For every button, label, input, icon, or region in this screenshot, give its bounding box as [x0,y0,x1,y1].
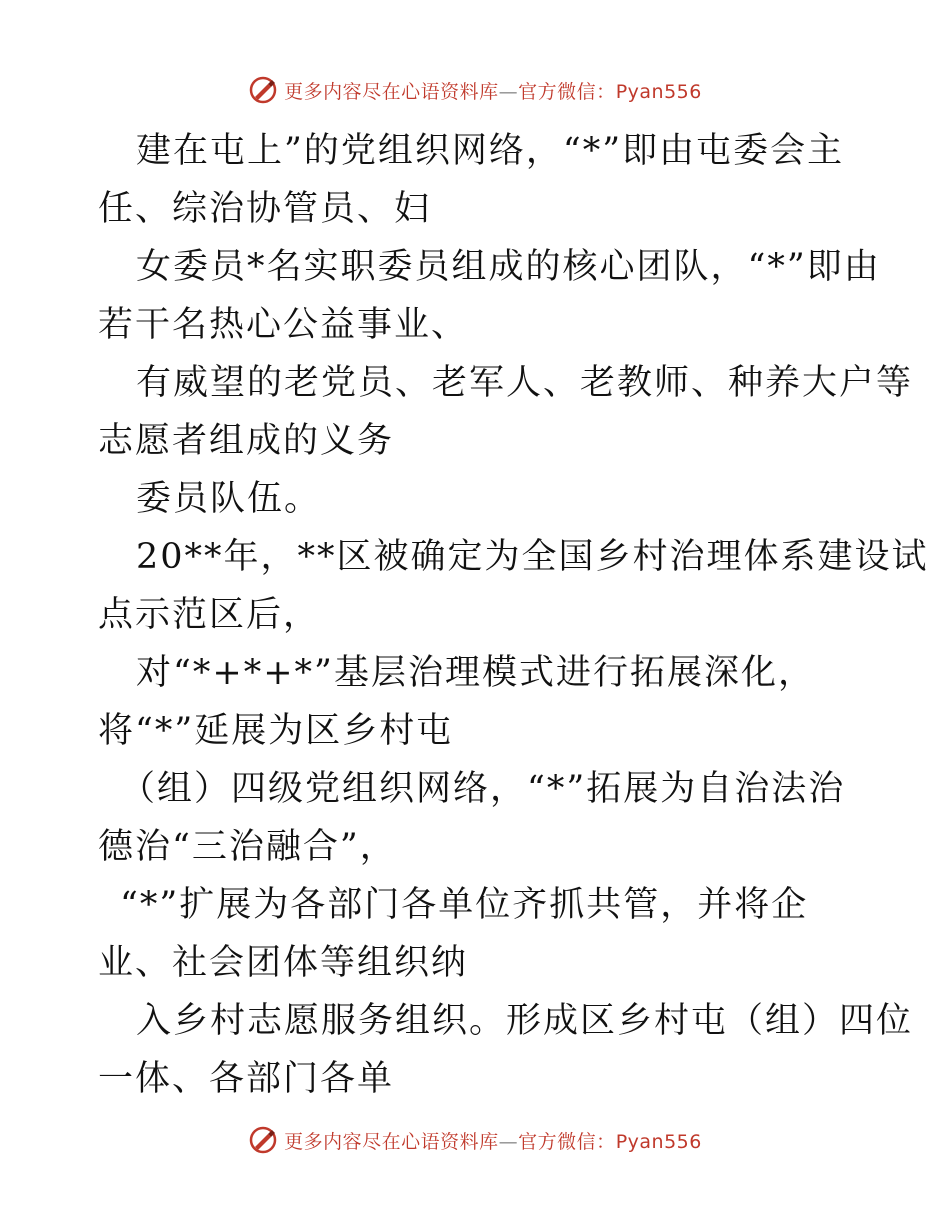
header-watermark [0,70,950,110]
watermark-text [284,1127,702,1154]
text-line: 对“*+*+*”基层治理模式进行拓展深化， [136,653,815,693]
pen-logo-icon [248,75,278,105]
pen-logo-icon [248,1125,278,1155]
watermark-separator: — [498,1130,519,1153]
watermark-text [284,77,702,104]
watermark-main: 更多内容尽在心语资料库 [284,80,499,103]
text-line: 德治“三治融合”， [98,827,397,867]
footer-watermark [0,1120,950,1160]
text-line: 志愿者组成的义务 [98,421,395,461]
watermark-separator: — [498,80,519,103]
watermark-contact-id: Pyan556 [615,80,702,103]
watermark-contact-label: 官方微信： [518,1130,616,1153]
text-line: 20**年，**区被确定为全国乡村治理体系建设试 [136,537,929,577]
text-line: （组）四级党组织网络，“*”拓展为自治法治 [120,769,846,809]
document-body [98,122,929,1108]
text-line: 任、综治协管员、妇 [98,189,432,229]
text-line: 一体、各部门各单 [98,1059,395,1099]
text-line: 点示范区后， [98,595,321,635]
text-line: “*”扩展为各部门各单位齐抓共管，并将企 [120,885,809,925]
text-line: 入乡村志愿服务组织。形成区乡村屯（组）四位 [136,1001,914,1041]
text-line: 有威望的老党员、老军人、老教师、种养大户等 [136,363,914,403]
text-line: 委员队伍。 [136,479,322,519]
watermark-contact-id: Pyan556 [615,1130,702,1153]
watermark-contact-label: 官方微信： [518,80,616,103]
watermark-main: 更多内容尽在心语资料库 [284,1130,499,1153]
text-line: 女委员*名实职委员组成的核心团队，“*”即由 [136,247,881,287]
text-line: 若干名热心公益事业、 [98,305,469,345]
text-line: 将“*”延展为区乡村屯 [98,711,454,751]
text-line: 业、社会团体等组织纳 [98,943,469,983]
text-line: 建在屯上”的党组织网络，“*”即由屯委会主 [136,131,845,171]
